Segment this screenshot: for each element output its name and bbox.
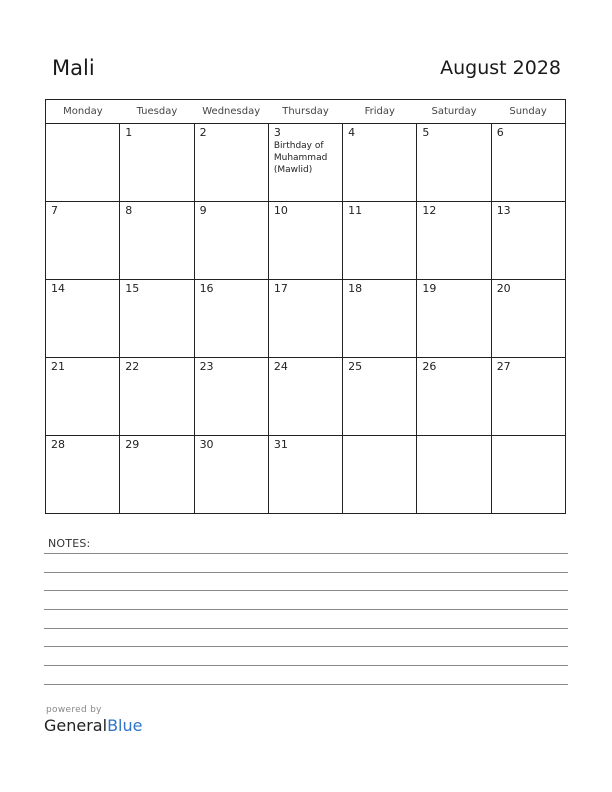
day-number: 25 (348, 360, 363, 373)
calendar-day-cell (194, 358, 268, 436)
day-number: 11 (348, 204, 363, 217)
day-number: 19 (422, 282, 437, 295)
calendar-week-row (46, 124, 566, 202)
calendar-day-cell (343, 358, 417, 436)
day-number: 4 (348, 126, 356, 139)
note-line (44, 665, 568, 666)
note-line (44, 609, 568, 610)
calendar-day-cell (491, 358, 565, 436)
calendar-day-cell (194, 124, 268, 202)
day-number: 14 (51, 282, 65, 295)
day-number: 10 (273, 204, 288, 217)
weekday-monday: Monday (46, 100, 120, 124)
day-number: 7 (51, 204, 58, 217)
notes-label: NOTES: (48, 537, 91, 550)
day-number: 12 (422, 204, 437, 217)
day-number: 30 (199, 438, 214, 451)
calendar-day-cell (194, 280, 268, 358)
calendar-day-cell (120, 202, 194, 280)
calendar-day-cell (194, 202, 268, 280)
calendar-day-cell (46, 202, 120, 280)
day-number: 6 (496, 126, 504, 139)
day-number: 8 (125, 204, 133, 217)
calendar-week-row (46, 280, 566, 358)
calendar-day-cell (343, 202, 417, 280)
calendar-week-row (46, 358, 566, 436)
day-number: 16 (199, 282, 214, 295)
note-line (44, 590, 568, 591)
day-number: 24 (273, 360, 288, 373)
calendar-day-cell (120, 358, 194, 436)
calendar-week-row (46, 436, 566, 514)
calendar-day-cell (343, 280, 417, 358)
brand-name-general: General (44, 716, 108, 735)
day-number: 1 (125, 126, 133, 139)
day-number: 5 (422, 126, 430, 139)
weekday-wednesday: Wednesday (194, 100, 268, 124)
calendar-day-cell (268, 280, 342, 358)
calendar-day-cell (417, 124, 491, 202)
day-number: 2 (199, 126, 207, 139)
day-number: 28 (51, 438, 65, 451)
calendar-week-row (46, 202, 566, 280)
brand-name-blue: Blue (107, 716, 143, 735)
powered-by-text: powered by (46, 705, 102, 715)
weekday-header-row (46, 100, 566, 124)
day-number: 17 (273, 282, 288, 295)
day-number: 21 (51, 360, 65, 373)
brand-logo (44, 716, 142, 735)
calendar-day-cell (46, 280, 120, 358)
day-number: 15 (125, 282, 140, 295)
calendar-day-cell (194, 436, 268, 514)
country-title: Mali (52, 56, 95, 80)
day-number: 9 (199, 204, 207, 217)
weekday-friday: Friday (343, 100, 417, 124)
calendar-day-cell (491, 436, 565, 514)
calendar-day-cell (268, 202, 342, 280)
note-line (44, 628, 568, 629)
calendar-day-cell (120, 124, 194, 202)
calendar-body (46, 124, 566, 514)
day-number: 20 (496, 282, 511, 295)
month-title: August 2028 (440, 57, 561, 79)
calendar-day-cell (343, 124, 417, 202)
weekday-tuesday: Tuesday (120, 100, 194, 124)
day-number: 23 (199, 360, 214, 373)
calendar-day-cell (46, 436, 120, 514)
day-number: 18 (348, 282, 363, 295)
calendar-day-cell (268, 436, 342, 514)
day-number: 31 (273, 438, 288, 451)
calendar-day-cell (120, 436, 194, 514)
day-number: 27 (496, 360, 511, 373)
calendar-day-cell (491, 280, 565, 358)
calendar-day-cell (120, 280, 194, 358)
calendar-day-cell (268, 358, 342, 436)
note-line (44, 684, 568, 685)
weekday-thursday: Thursday (268, 100, 342, 124)
weekday-sunday: Sunday (491, 100, 565, 124)
weekday-saturday: Saturday (417, 100, 491, 124)
calendar-day-cell (417, 202, 491, 280)
calendar-day-cell (46, 124, 120, 202)
note-line (44, 646, 568, 647)
calendar-day-cell (46, 358, 120, 436)
calendar-day-cell (268, 124, 342, 202)
calendar-grid (45, 99, 566, 514)
day-number: 22 (125, 360, 140, 373)
day-number: 29 (125, 438, 140, 451)
note-line (44, 553, 568, 554)
day-number: 26 (422, 360, 437, 373)
note-line (44, 572, 568, 573)
calendar-day-cell (491, 124, 565, 202)
calendar-day-cell (417, 280, 491, 358)
calendar-day-cell (417, 358, 491, 436)
calendar-day-cell (491, 202, 565, 280)
calendar-day-cell (417, 436, 491, 514)
calendar-day-cell (343, 436, 417, 514)
day-number: 13 (496, 204, 511, 217)
day-number: 3 (273, 126, 281, 139)
holiday-event: Birthday of Muhammad (Mawlid) (273, 141, 328, 175)
